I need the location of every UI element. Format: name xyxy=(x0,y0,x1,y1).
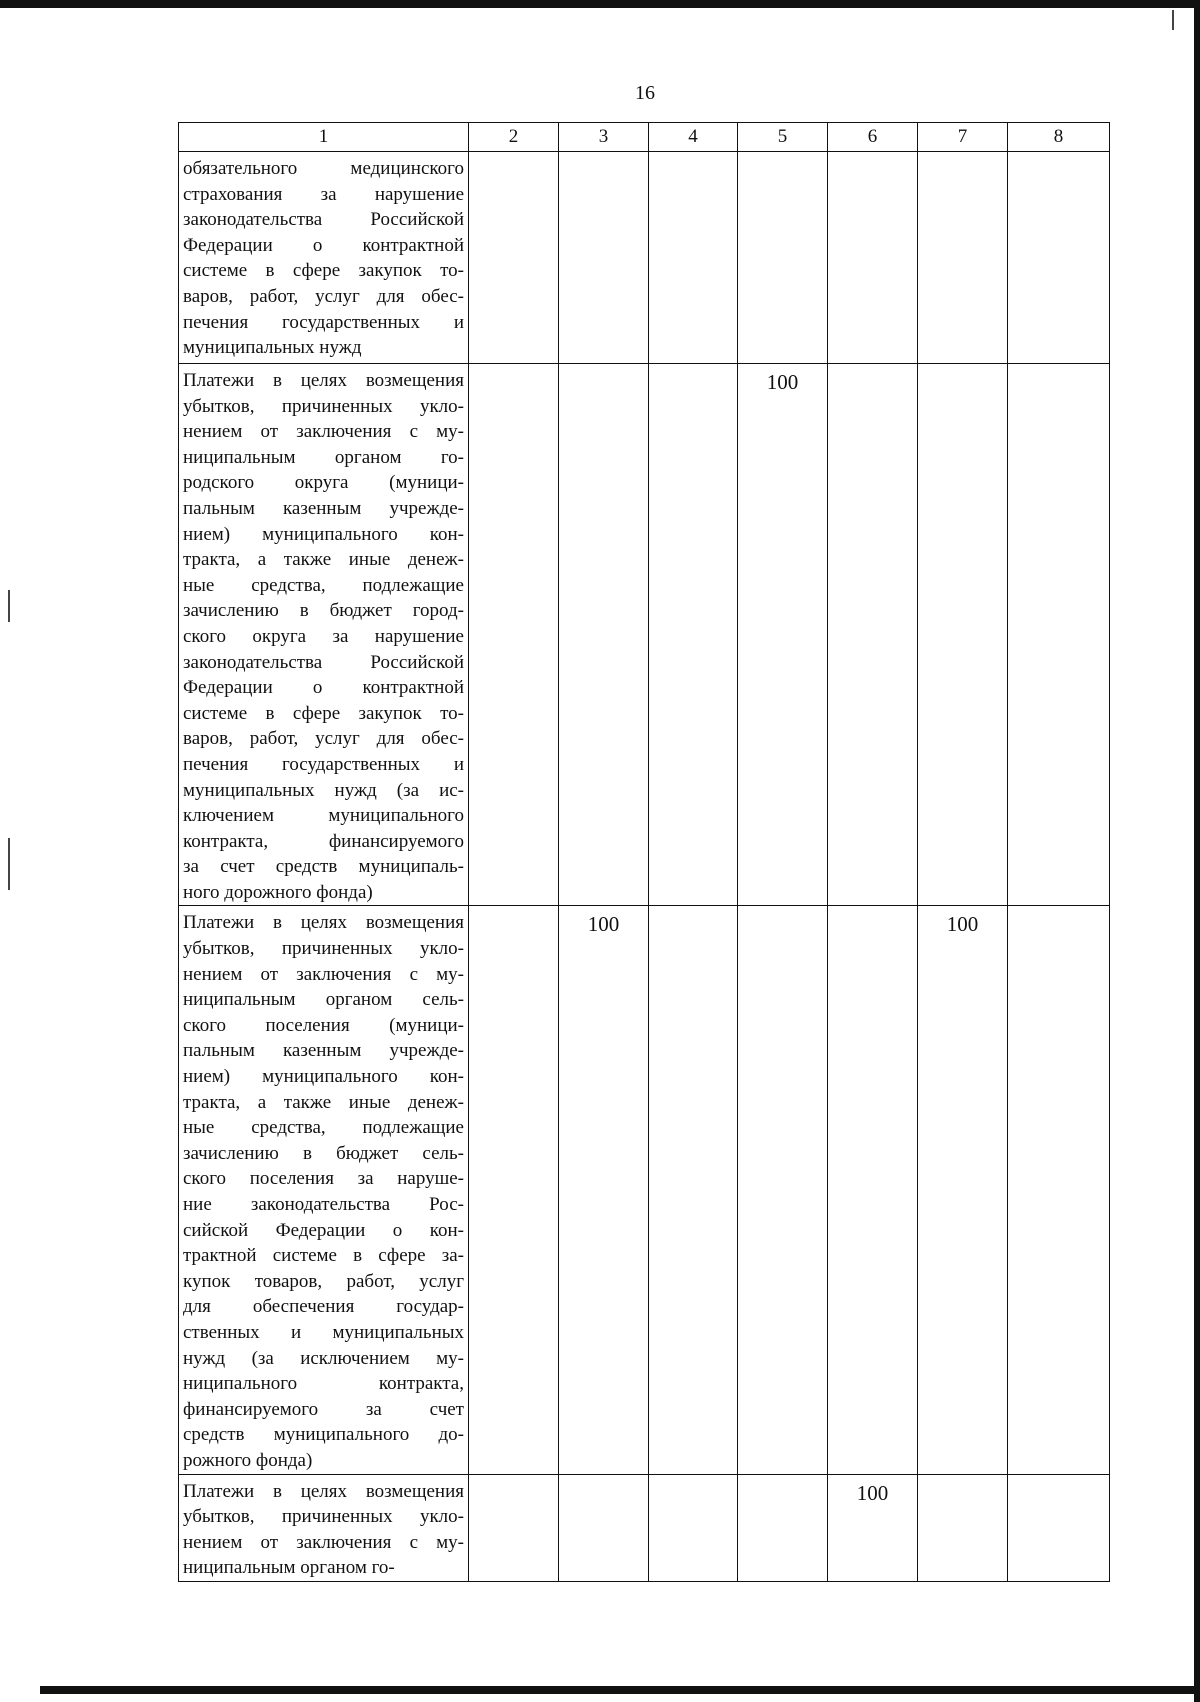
table-row xyxy=(179,1474,1110,1581)
description-line: нужд (за исключением му- xyxy=(183,1347,464,1369)
description-line: средств муниципального до- xyxy=(183,1424,464,1446)
value-cell-col-7 xyxy=(918,1474,1008,1581)
cell-value xyxy=(1008,906,1109,912)
scan-speck xyxy=(8,590,10,622)
value-cell-col-3 xyxy=(559,1474,649,1581)
cell-value xyxy=(649,1475,737,1481)
description-line: ниципального контракта, xyxy=(183,1373,464,1395)
cell-value xyxy=(649,152,737,158)
value-cell-col-2 xyxy=(469,1474,559,1581)
description-line: варов, работ, услуг для обес- xyxy=(183,285,464,307)
cell-value xyxy=(918,364,1007,370)
col-header: 6 xyxy=(828,123,918,152)
cell-value xyxy=(1008,364,1109,370)
row-description-cell xyxy=(179,1474,469,1581)
value-cell-col-4 xyxy=(649,1474,738,1581)
description-line: нием) муниципального кон- xyxy=(183,523,464,545)
description-line: муниципальных нужд (за ис- xyxy=(183,779,464,801)
description-line: ные средства, подлежащие xyxy=(183,1117,464,1139)
table-row xyxy=(179,364,1110,906)
row-description xyxy=(179,364,468,905)
description-line: варов, работ, услуг для обес- xyxy=(183,728,464,750)
row-description xyxy=(179,1475,468,1581)
value-cell-col-7 xyxy=(918,906,1008,1474)
description-line: ственных и муниципальных xyxy=(183,1321,464,1343)
description-line: ниципальным органом го- xyxy=(183,1557,395,1579)
cell-value xyxy=(918,152,1007,158)
description-line: ного дорожного фонда) xyxy=(183,881,373,903)
description-line: зачислению в бюджет сель- xyxy=(183,1142,464,1164)
description-line: родского округа (муници- xyxy=(183,472,464,494)
value-cell-col-5 xyxy=(738,1474,828,1581)
cell-value xyxy=(559,152,648,158)
description-line: ского поселения (муници- xyxy=(183,1014,464,1036)
description-line: ние законодательства Рос- xyxy=(183,1194,464,1215)
cell-value xyxy=(918,1475,1007,1481)
col-header: 2 xyxy=(469,123,559,152)
cell-value xyxy=(1008,152,1109,158)
description-line: нием) муниципального кон- xyxy=(183,1066,464,1088)
value-cell-col-8 xyxy=(1008,906,1110,1474)
cell-value xyxy=(649,906,737,912)
description-line: пальным казенным учрежде- xyxy=(183,1040,464,1062)
description-line: нением от заключения с му- xyxy=(183,421,464,443)
value-cell-col-3 xyxy=(559,364,649,906)
budget-table xyxy=(178,122,1110,1582)
cell-value xyxy=(738,1475,827,1481)
cell-value xyxy=(559,364,648,370)
cell-value xyxy=(469,906,558,912)
description-line: убытков, причиненных укло- xyxy=(183,938,464,960)
description-line: Федерации о контрактной xyxy=(183,234,464,256)
description-line: тракта, а также иные денеж- xyxy=(183,1091,464,1113)
description-line: системе в сфере закупок то- xyxy=(183,260,464,282)
cell-value: 100 xyxy=(946,912,979,937)
cell-value xyxy=(469,152,558,158)
description-line: ные средства, подлежащие xyxy=(183,574,464,596)
value-cell-col-8 xyxy=(1008,364,1110,906)
cell-value: 100 xyxy=(587,912,620,937)
table-row xyxy=(179,906,1110,1474)
col-header: 5 xyxy=(738,123,828,152)
scan-speck xyxy=(1172,10,1174,30)
value-cell-col-4 xyxy=(649,906,738,1474)
description-line: зачислению в бюджет город- xyxy=(183,600,464,622)
cell-value xyxy=(649,364,737,370)
scan-border-bottom xyxy=(40,1686,1200,1694)
row-description xyxy=(179,906,468,1473)
value-cell-col-5 xyxy=(738,152,828,364)
description-line: обязательного медицинского xyxy=(183,158,464,179)
page-number: 16 xyxy=(635,82,655,104)
col-header: 1 xyxy=(179,123,469,152)
value-cell-col-2 xyxy=(469,906,559,1474)
description-line: купок товаров, работ, услуг xyxy=(183,1270,464,1292)
cell-value xyxy=(469,1475,558,1481)
table-row xyxy=(179,152,1110,364)
col-header: 7 xyxy=(918,123,1008,152)
description-line: печения государственных и xyxy=(183,753,464,775)
description-line: законодательства Российской xyxy=(183,209,464,231)
value-cell-col-6 xyxy=(828,152,918,364)
scan-speck xyxy=(8,838,10,890)
col-header: 3 xyxy=(559,123,649,152)
cell-value xyxy=(828,152,917,158)
value-cell-col-6 xyxy=(828,1474,918,1581)
description-line: страхования за нарушение xyxy=(183,183,464,205)
value-cell-col-5 xyxy=(738,364,828,906)
value-cell-col-6 xyxy=(828,906,918,1474)
value-cell-col-2 xyxy=(469,364,559,906)
cell-value: 100 xyxy=(766,370,799,394)
description-line: нением от заключения с му- xyxy=(183,1531,464,1553)
value-cell-col-7 xyxy=(918,152,1008,364)
description-line: Платежи в целях возмещения xyxy=(183,370,464,391)
cell-value xyxy=(738,906,827,912)
scan-border-right xyxy=(1194,0,1200,1702)
description-line: ключением муниципального xyxy=(183,805,464,827)
description-line: ского поселения за наруше- xyxy=(183,1168,464,1190)
description-line: контракта, финансируемого xyxy=(183,830,464,852)
description-line: трактной системе в сфере за- xyxy=(183,1245,464,1267)
cell-value xyxy=(559,1475,648,1481)
value-cell-col-3 xyxy=(559,152,649,364)
value-cell-col-8 xyxy=(1008,152,1110,364)
description-line: пальным казенным учрежде- xyxy=(183,497,464,519)
description-line: за счет средств муниципаль- xyxy=(183,856,464,878)
value-cell-col-4 xyxy=(649,364,738,906)
description-line: Платежи в целях возмещения xyxy=(183,1480,464,1502)
description-line: Федерации о контрактной xyxy=(183,677,464,699)
description-line: убытков, причиненных укло- xyxy=(183,395,464,417)
value-cell-col-5 xyxy=(738,906,828,1474)
description-line: убытков, причиненных укло- xyxy=(183,1506,464,1528)
cell-value xyxy=(469,364,558,370)
col-header: 8 xyxy=(1008,123,1110,152)
value-cell-col-2 xyxy=(469,152,559,364)
description-line: ниципальным органом го- xyxy=(183,446,464,468)
value-cell-col-4 xyxy=(649,152,738,364)
description-line: муниципальных нужд xyxy=(183,337,362,359)
cell-value xyxy=(1008,1475,1109,1481)
col-header: 4 xyxy=(649,123,738,152)
description-line: для обеспечения государ- xyxy=(183,1296,464,1318)
row-description xyxy=(179,152,468,361)
description-line: тракта, а также иные денеж- xyxy=(183,549,464,571)
description-line: законодательства Российской xyxy=(183,651,464,673)
description-line: ниципальным органом сель- xyxy=(183,989,464,1011)
value-cell-col-3 xyxy=(559,906,649,1474)
row-description-cell xyxy=(179,906,469,1474)
description-line: системе в сфере закупок то- xyxy=(183,702,464,724)
description-line: нением от заключения с му- xyxy=(183,963,464,985)
row-description-cell xyxy=(179,152,469,364)
value-cell-col-7 xyxy=(918,364,1008,906)
description-line: сийской Федерации о кон- xyxy=(183,1219,464,1241)
description-line: ского округа за нарушение xyxy=(183,625,464,647)
description-line: финансируемого за счет xyxy=(183,1398,464,1420)
cell-value xyxy=(828,906,917,912)
scan-border-top xyxy=(0,0,1200,8)
value-cell-col-8 xyxy=(1008,1474,1110,1581)
cell-value xyxy=(828,364,917,370)
header-row xyxy=(179,123,1110,152)
row-description-cell xyxy=(179,364,469,906)
description-line: печения государственных и xyxy=(183,311,464,333)
description-line: Платежи в целях возмещения xyxy=(183,912,464,934)
description-line: рожного фонда) xyxy=(183,1449,313,1471)
value-cell-col-6 xyxy=(828,364,918,906)
cell-value: 100 xyxy=(856,1480,889,1505)
cell-value xyxy=(738,152,827,158)
